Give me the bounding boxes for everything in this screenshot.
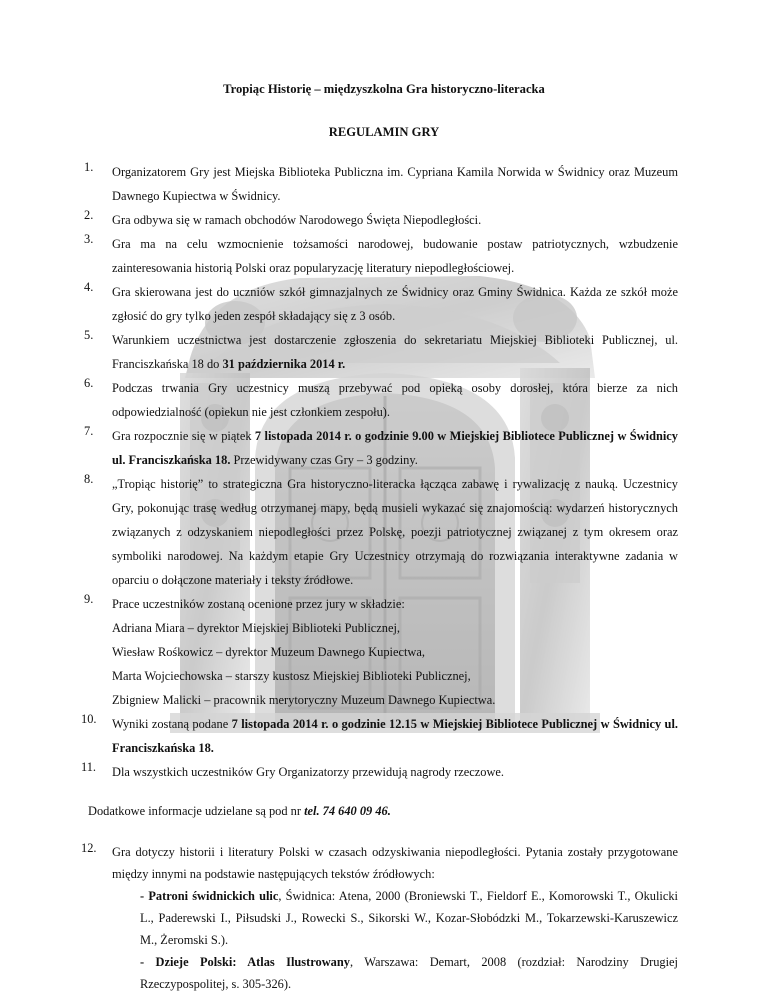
rule-text: Organizatorem Gry jest Miejska Biblioteka Publiczna im. Cypriana Kamila Norwida w Świdnicy oraz Muzeum Dawnego Kupiectwa w Świdnicy. [112,165,678,203]
rule-text [112,712,678,760]
jury-member: Wiesław Rośkowicz – dyrektor Muzeum Dawnego Kupiectwa, [112,645,425,659]
source-list [140,885,678,995]
document-subtitle: REGULAMIN GRY [328,125,440,139]
contact-phone: tel. 74 640 09 46. [304,804,391,818]
rule-text: Gra odbywa się w ramach obchodów Narodowego Święta Niepodległości. [112,213,482,227]
document-title: Tropiąc Historię – międzyszkolna Gra historyczno-literacka [223,82,545,96]
rule-number: 10. [81,712,97,726]
rule-text: Podczas trwania Gry uczestnicy muszą przebywać pod opieką osoby dorosłej, która bierze za nich odpowiedzialność (opiekun nie jest członkiem zespołu). [112,381,678,419]
rule-item-5 [84,328,678,376]
rule-number: 4. [84,280,94,294]
source-details: , Świdnica: Atena, 2000 (Broniewski T., Fieldorf E., Komorowski T., Okulicki L., Paderewski I., Piłsudski J., Rowecki S., Sikorski W., Kozar-Słobódzki M., Tokarzewski-Karuszewicz M., Żeromski S.). [140,889,678,947]
source-title: Patroni świdnickich ulic [148,889,279,903]
rule-number: 6. [84,376,94,390]
rule-deadline: 31 października 2014 r. [222,357,346,371]
jury-list [112,616,678,712]
rule-text-part: Wyniki zostaną podane [112,717,232,731]
rule-item-3 [84,232,678,280]
rule-text: Prace uczestników zostaną ocenione przez jury w składzie: [112,597,405,611]
rule-text: Dla wszystkich uczestników Gry Organizatorzy przewidują nagrody rzeczowe. [112,765,504,779]
rule-text-part: Przewidywany czas Gry – 3 godziny. [230,453,418,467]
rule-item-8 [84,472,678,592]
rule-item-10 [81,712,678,760]
rule-text [112,328,678,376]
jury-member: Zbigniew Malicki – pracownik merytoryczny Muzeum Dawnego Kupiectwa. [112,693,496,707]
rule-number: 11. [81,760,97,774]
contact-info [88,799,688,823]
rule-item-11 [81,760,678,784]
jury-member: Marta Wojciechowska – starszy kustosz Miejskiej Biblioteki Publicznej, [112,669,471,683]
rule-number: 7. [84,424,94,438]
rule-text: Gra ma na celu wzmocnienie tożsamości narodowej, budowanie postaw patriotycznych, wzbudzenie zainteresowania historią Polski oraz popularyzację literatury niepodległościowej. [112,237,678,275]
source-item [140,951,678,995]
source-title: Dzieje Polski: Atlas Ilustrowany [155,955,350,969]
rule-item-2 [84,208,678,232]
source-dash: - [140,955,156,969]
rule-text-part: Gra rozpocznie się w piątek [112,429,255,443]
rule-number: 5. [84,328,94,342]
contact-info-text: Dodatkowe informacje udzielane są pod nr [88,804,305,818]
source-dash: - [140,889,149,903]
rule-number: 1. [84,160,94,174]
rule-text: Gra skierowana jest do uczniów szkół gimnazjalnych ze Świdnicy oraz Gminy Świdnica. Każda ze szkół może zgłosić do gry tylko jeden zespół składający się z 3 osób. [112,285,678,323]
source-item [140,885,678,951]
rule-item-12 [81,841,678,885]
rule-item-4 [84,280,678,328]
jury-member: Adriana Miara – dyrektor Miejskiej Biblioteki Publicznej, [112,621,401,635]
rule-number: 2. [84,208,94,222]
rule-text-part: Warunkiem uczestnictwa jest dostarczenie zgłoszenia do sekretariatu Miejskiej Biblioteki Publicznej, ul. Franciszkańska 18 do [112,333,678,371]
rule-text [112,424,678,472]
rule-text: „Tropiąc historię” to strategiczna Gra historyczno-literacka łącząca zabawę i rywalizację z nauką. Uczestnicy Gry, pokonując trasę według otrzymanej mapy, będą musieli wykazać się znajomością: wydarzeń historycznych związanych z odzyskaniem niepodległości przez Polskę, poezji patriotycznej związanej z tym okresem oraz symboliki narodowej. Na każdym etapie Gry Uczestnicy otrzymają do rozwiązania interaktywne zadania w oparciu o dołączone materiały i teksty źródłowe. [112,477,678,587]
rule-item-1 [84,160,678,208]
rule-number: 9. [84,592,94,606]
source-details: , Warszawa: Demart, 2008 (rozdział: Narodziny Drugiej Rzeczypospolitej, s. 305-326). [140,955,678,991]
rule-start-date: 7 listopada 2014 r. o godzinie 9.00 w Miejskiej Bibliotece Publicznej w Świdnicy ul. Franciszkańska 18. [112,429,678,467]
rule-text: Gra dotyczy historii i literatury Polski w czasach odzyskiwania niepodległości. Pytania zostały przygotowane między innymi na podstawie następujących tekstów źródłowych: [112,845,678,881]
rule-number: 3. [84,232,94,246]
rule-item-9 [84,592,678,712]
rule-number: 12. [81,841,97,855]
rule-number: 8. [84,472,94,486]
rule-results-date: 7 listopada 2014 r. o godzinie 12.15 w Miejskiej Bibliotece Publicznej w Świdnicy ul. Franciszkańska 18. [112,717,678,755]
rule-item-7 [84,424,678,472]
rule-item-6 [84,376,678,424]
